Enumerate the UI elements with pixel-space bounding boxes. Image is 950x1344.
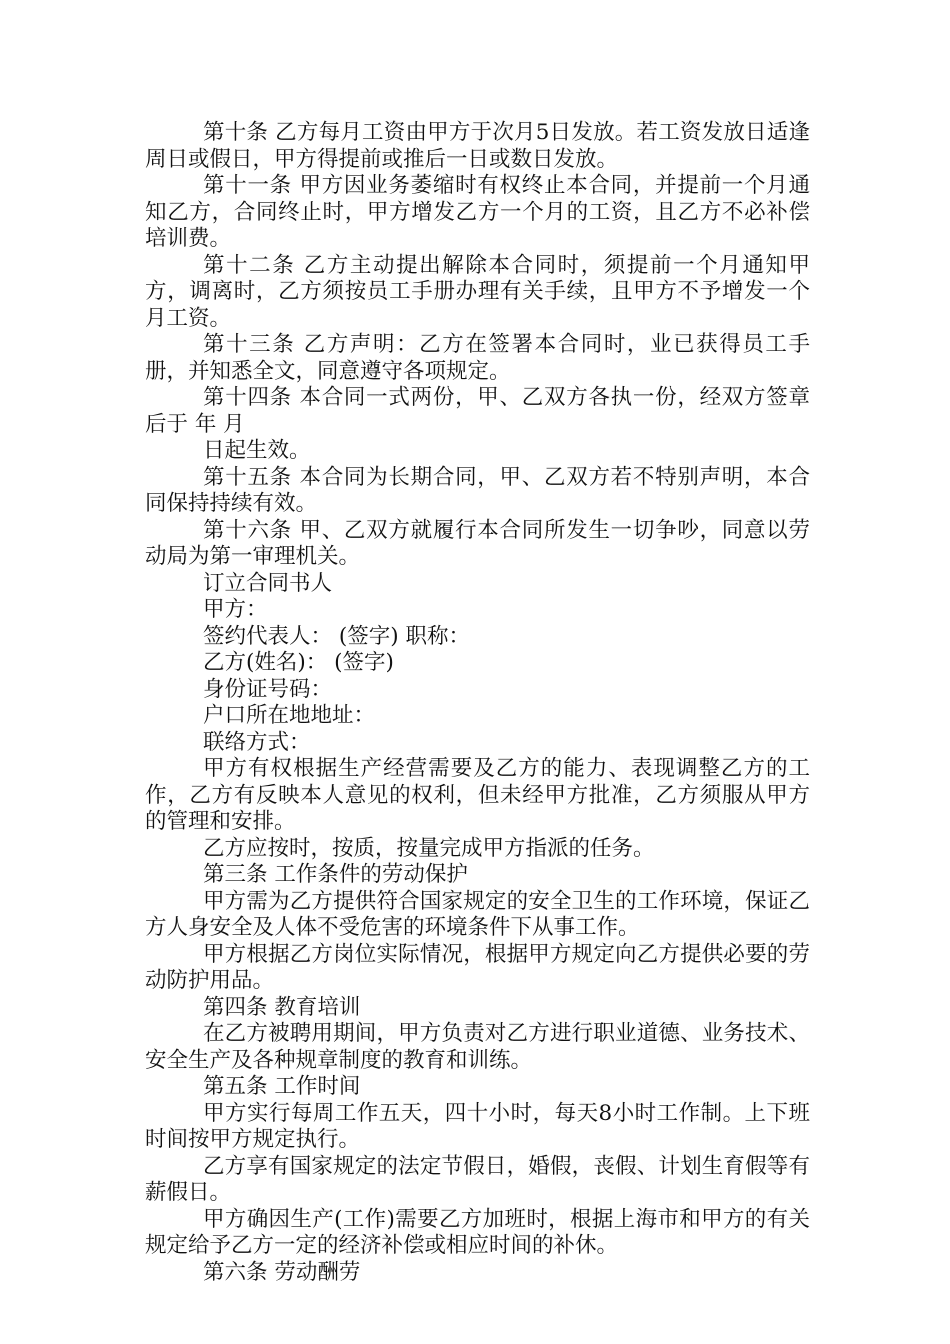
article-4-heading: 第四条 教育培训 xyxy=(203,994,361,1020)
job-adjustment-paragraph: 甲方有权根据生产经营需要及乙方的能力、表现调整乙方的工作，乙方有反映本人意见的权利，但未经甲方批准，乙方须服从甲方的管理和安排。 xyxy=(145,756,810,834)
task-completion-paragraph: 乙方应按时，按质，按量完成甲方指派的任务。 xyxy=(203,835,655,861)
signatories-heading: 订立合同书人 xyxy=(203,570,333,596)
article-12-paragraph: 第十二条 乙方主动提出解除本合同时，须提前一个月通知甲方，调离时，乙方须按员工手册办理有关手续，且甲方不予增发一个月工资。 xyxy=(145,252,810,331)
holidays-paragraph: 乙方享有国家规定的法定节假日，婚假，丧假、计划生育假等有薪假日。 xyxy=(145,1153,810,1205)
representative-line: 签约代表人： (签字) 职称： xyxy=(203,623,470,649)
article-14-continuation: 日起生效。 xyxy=(203,438,311,463)
id-number-line: 身份证号码： xyxy=(203,676,333,702)
work-environment-paragraph: 甲方需为乙方提供符合国家规定的安全卫生的工作环境，保证乙方人身安全及人体不受危害的环境条件下从事工作。 xyxy=(145,888,810,940)
working-hours-paragraph: 甲方实行每周工作五天，四十小时，每天8小时工作制。上下班时间按甲方规定执行。 xyxy=(145,1100,810,1152)
article-11-paragraph: 第十一条 甲方因业务萎缩时有权终止本合同，并提前一个月通知乙方，合同终止时，甲方增发乙方一个月的工资，且乙方不必补偿培训费。 xyxy=(145,173,810,251)
contract-page xyxy=(145,120,810,1286)
article-16-paragraph: 第十六条 甲、乙双方就履行本合同所发生一切争吵，同意以劳动局为第一审理机关。 xyxy=(145,517,810,569)
article-10-paragraph: 第十条 乙方每月工资由甲方于次月5日发放。若工资发放日适逢周日或假日，甲方得提前或推后一日或数日发放。 xyxy=(145,120,810,172)
article-5-heading: 第五条 工作时间 xyxy=(203,1074,361,1099)
training-paragraph: 在乙方被聘用期间，甲方负责对乙方进行职业道德、业务技术、安全生产及各种规章制度的教育和训练。 xyxy=(145,1021,810,1073)
article-14-paragraph: 第十四条 本合同一式两份，甲、乙双方各执一份，经双方签章后于 年 月 xyxy=(145,385,810,437)
article-6-heading: 第六条 劳动酬劳 xyxy=(203,1259,361,1285)
party-a-line: 甲方： xyxy=(203,597,268,622)
overtime-paragraph: 甲方确因生产(工作)需要乙方加班时，根据上海市和甲方的有关规定给予乙方一定的经济补偿或相应时间的补休。 xyxy=(145,1206,810,1258)
article-3-heading: 第三条 工作条件的劳动保护 xyxy=(203,862,468,887)
article-15-paragraph: 第十五条 本合同为长期合同，甲、乙双方若不特别声明，本合同保持持续有效。 xyxy=(145,464,810,516)
household-address-line: 户口所在地地址： xyxy=(203,703,376,728)
contact-line: 联络方式： xyxy=(203,729,311,755)
party-b-line: 乙方(姓名)： (签字) xyxy=(203,650,394,675)
article-13-paragraph: 第十三条 乙方声明：乙方在签署本合同时，业已获得员工手册，并知悉全文，同意遵守各项规定。 xyxy=(145,332,810,384)
protective-equipment-paragraph: 甲方根据乙方岗位实际情况，根据甲方规定向乙方提供必要的劳动防护用品。 xyxy=(145,941,810,993)
